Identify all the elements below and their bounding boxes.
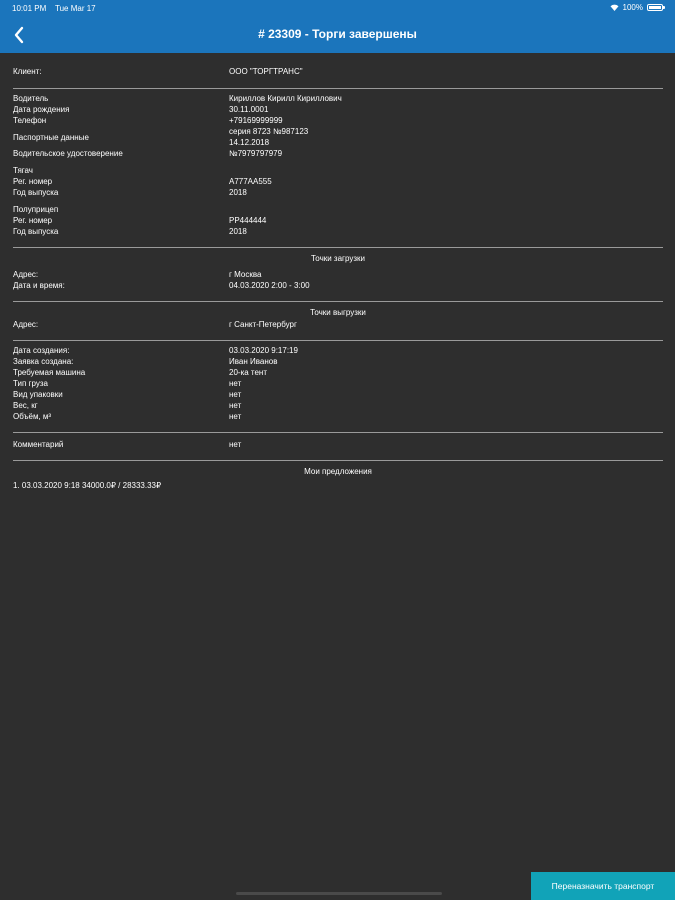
trailer-reg-row [13, 215, 663, 226]
cargo-row [13, 378, 663, 389]
created-label: Дата создания: [13, 346, 70, 355]
created-row [13, 345, 663, 356]
created-value: 03.03.2020 9:17:19 [229, 346, 298, 355]
unloading-section-title: Точки выгрузки [310, 308, 366, 317]
client-value: ООО "ТОРГТРАНС" [229, 67, 303, 76]
phone-value: +79169999999 [229, 116, 283, 125]
trailer-reg-label: Рег. номер [13, 216, 53, 225]
tractor-year-value: 2018 [229, 188, 247, 197]
driver-label: Водитель [13, 94, 49, 103]
trailer-title: Полуприцеп [13, 205, 59, 214]
tractor-reg-row [13, 176, 663, 187]
passport-series: серия 8723 №987123 [229, 127, 309, 136]
status-right [610, 3, 663, 12]
battery-icon [647, 4, 663, 11]
trailer-year-row [13, 226, 663, 237]
trailer-year-label: Год выпуска [13, 227, 59, 236]
driver-name: Кириллов Кирилл Кириллович [229, 94, 342, 103]
license-row [13, 148, 663, 159]
cargo-value: нет [229, 379, 242, 388]
status-time: 10:01 PM [12, 4, 47, 13]
package-row [13, 389, 663, 400]
loading-datetime-value: 04.03.2020 2:00 - 3:00 [229, 281, 310, 290]
reassign-transport-button[interactable]: Переназначить транспорт [531, 872, 675, 900]
unloading-address-value: г Санкт-Петербург [229, 320, 297, 329]
loading-address-label: Адрес: [13, 270, 39, 279]
home-indicator [236, 892, 442, 895]
package-label: Вид упаковки [13, 390, 63, 399]
status-date: Tue Mar 17 [55, 4, 96, 13]
cargo-label: Тип груза [13, 379, 48, 388]
license-value: №7979797979 [229, 149, 283, 158]
vehicle-row [13, 367, 663, 378]
tractor-reg-label: Рег. номер [13, 177, 53, 186]
trailer-year-value: 2018 [229, 227, 247, 236]
weight-value: нет [229, 401, 242, 410]
offers-section-title: Мои предложения [304, 467, 372, 476]
page-title: # 23309 - Торги завершены [258, 27, 417, 41]
package-value: нет [229, 390, 242, 399]
tractor-year-row [13, 187, 663, 198]
volume-row [13, 411, 663, 422]
phone-label: Телефон [13, 116, 47, 125]
birth-label: Дата рождения [13, 105, 70, 114]
trailer-reg-value: РР444444 [229, 216, 267, 225]
order-details [13, 53, 663, 491]
license-label: Водительское удостоверение [13, 149, 123, 158]
loading-datetime-row [13, 280, 663, 291]
client-label: Клиент: [13, 67, 42, 76]
comment-value: нет [229, 440, 242, 449]
passport-row [13, 126, 663, 148]
vehicle-label: Требуемая машина [13, 368, 86, 377]
author-label: Заявка создана: [13, 357, 74, 366]
author-row [13, 356, 663, 367]
loading-address-value: г Москва [229, 270, 262, 279]
vehicle-value: 20-ка тент [229, 368, 268, 377]
unloading-address-row [13, 319, 663, 330]
phone-row [13, 115, 663, 126]
nav-bar [0, 17, 675, 53]
birth-value: 30.11.0001 [229, 105, 269, 114]
unloading-address-label: Адрес: [13, 320, 39, 329]
weight-label: Вес, кг [13, 401, 38, 410]
driver-row [13, 93, 663, 104]
battery-percent: 100% [622, 3, 643, 12]
loading-section-title: Точки загрузки [311, 254, 365, 263]
author-value: Иван Иванов [229, 357, 278, 366]
comment-row [13, 439, 663, 450]
passport-label: Паспортные данные [13, 133, 89, 142]
tractor-reg-value: А777АА555 [229, 177, 272, 186]
birth-row [13, 104, 663, 115]
status-bar [0, 0, 675, 17]
tractor-year-label: Год выпуска [13, 188, 59, 197]
volume-label: Объём, м³ [13, 412, 52, 421]
comment-label: Комментарий [13, 440, 64, 449]
client-row [13, 66, 663, 77]
passport-date: 14.12.2018 [229, 138, 270, 147]
loading-address-row [13, 269, 663, 280]
tractor-title: Тягач [13, 166, 33, 175]
offer-item: 1. 03.03.2020 9:18 34000.0₽ / 28333.33₽ [13, 481, 162, 490]
loading-datetime-label: Дата и время: [13, 281, 65, 290]
volume-value: нет [229, 412, 242, 421]
weight-row [13, 400, 663, 411]
wifi-icon [610, 4, 619, 11]
